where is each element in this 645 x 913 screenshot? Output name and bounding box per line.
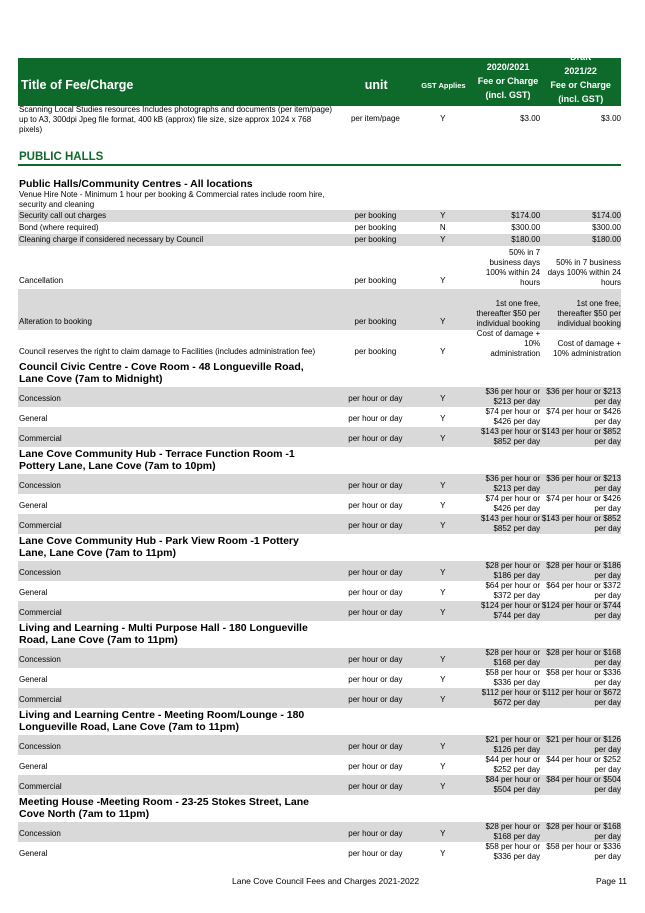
fee-2021: 1st one free, thereafter $50 per individual booking	[557, 299, 621, 328]
fee-2021: $28 per hour or $168 per day	[546, 821, 621, 841]
fee-2020: $84 per hour or $504 per day	[485, 774, 541, 794]
table-row	[18, 427, 621, 447]
fee-unit: per hour or day	[348, 848, 403, 858]
fee-2021: $124 per hour or $744 per day	[541, 600, 621, 620]
fee-2021: $112 per hour or $672 per day	[542, 687, 621, 707]
fee-unit: per hour or day	[348, 433, 403, 443]
group-note: Venue Hire Note - Minimum 1 hour per booking & Commercial rates include room hire, security and cleaning	[19, 190, 325, 209]
fee-name: Concession	[19, 393, 61, 403]
fee-unit: per hour or day	[348, 393, 403, 403]
fee-name: Council reserves the right to claim damage to Facilities (includes administration fee)	[19, 347, 316, 356]
venue-title: Living and Learning Centre - Meeting Room/Lounge - 180 Longueville Road, Lane Cove (7am to 11pm)	[19, 709, 305, 733]
table-row	[18, 330, 621, 360]
table-row	[18, 822, 621, 842]
fee-2020: $300.00	[511, 223, 541, 232]
fee-gst: Y	[440, 654, 446, 664]
fee-gst: N	[439, 223, 446, 232]
fee-gst: Y	[440, 520, 446, 530]
fee-name: Concession	[19, 567, 61, 577]
fee-unit: per hour or day	[348, 654, 403, 664]
table-row	[18, 688, 621, 708]
fee-2021: $28 per hour or $186 per day	[546, 560, 621, 580]
fee-2020: 1st one free, thereafter $50 per individual booking	[476, 299, 541, 328]
fee-2020: $36 per hour or $213 per day	[485, 473, 541, 493]
fee-2021: $300.00	[592, 223, 621, 232]
fee-name: General	[19, 761, 48, 771]
table-header	[18, 52, 621, 106]
fee-name: Commercial	[19, 607, 62, 617]
fee-2020: $58 per hour or $336 per day	[485, 841, 541, 861]
fee-gst: Y	[440, 235, 446, 244]
fee-unit: per hour or day	[348, 761, 403, 771]
table-row	[18, 407, 621, 427]
fee-unit: per hour or day	[348, 520, 403, 530]
header-unit: unit	[364, 78, 388, 92]
fee-gst: Y	[440, 828, 446, 838]
fee-gst: Y	[440, 587, 446, 597]
table-row	[18, 514, 621, 534]
fee-name: Scanning Local Studies resources Includes photographs and documents (per item/page) up to A3, 300dpi Jpeg file format, 400 kB (approx) file size, size approx 1024 x 768 pixels)	[19, 105, 333, 134]
table-row	[18, 210, 621, 222]
fee-gst: Y	[440, 761, 446, 771]
fee-2021: $28 per hour or $168 per day	[546, 647, 621, 667]
fee-name: Security call out charges	[19, 211, 107, 220]
fee-unit: per hour or day	[348, 607, 403, 617]
fee-unit: per booking	[354, 211, 397, 220]
fee-2021: $64 per hour or $372 per day	[546, 580, 621, 600]
fee-unit: per hour or day	[348, 828, 403, 838]
section-title: PUBLIC HALLS	[18, 149, 621, 166]
fee-unit: per hour or day	[348, 413, 403, 423]
fee-2021: $36 per hour or $213 per day	[546, 386, 621, 406]
fee-2020: Cost of damage + 10% administration	[476, 329, 541, 358]
header-fee-2020: 2020/2021 Fee or Charge (incl. GST)	[477, 62, 539, 100]
fee-unit: per hour or day	[348, 500, 403, 510]
fee-2021: $3.00	[600, 114, 621, 123]
table-row	[18, 387, 621, 407]
venue-title: Council Civic Centre - Cove Room - 48 Longueville Road, Lane Cove (7am to Midnight)	[19, 361, 304, 385]
fee-gst: Y	[440, 317, 446, 326]
fee-unit: per hour or day	[348, 567, 403, 577]
fee-name: Concession	[19, 741, 61, 751]
fee-2021: 50% in 7 business days 100% within 24 hours	[547, 258, 621, 287]
table-row	[18, 842, 621, 862]
table-row	[18, 561, 621, 581]
fee-2020: $180.00	[511, 235, 541, 244]
fee-gst: Y	[440, 741, 446, 751]
fee-name: Commercial	[19, 433, 62, 443]
fee-unit: per hour or day	[348, 674, 403, 684]
fee-name: Cleaning charge if considered necessary by Council	[19, 235, 204, 244]
fee-name: General	[19, 848, 48, 858]
fee-2021: $58 per hour or $336 per day	[546, 841, 621, 861]
table-row	[18, 755, 621, 775]
fee-gst: Y	[440, 607, 446, 617]
fee-2020: $112 per hour or $672 per day	[481, 687, 541, 707]
fee-2020: $124 per hour or $744 per day	[480, 600, 541, 620]
fee-unit: per hour or day	[348, 741, 403, 751]
fee-name: Commercial	[19, 694, 62, 704]
venue-title: Meeting House -Meeting Room - 23-25 Stokes Street, Lane Cove North (7am to 11pm)	[19, 796, 309, 820]
fee-2021: $143 per hour or $852 per day	[541, 513, 621, 533]
table-row	[18, 106, 621, 136]
table-row	[18, 735, 621, 755]
table-row	[18, 474, 621, 494]
fee-unit: per booking	[354, 347, 397, 356]
table-row	[18, 222, 621, 234]
fee-unit: per item/page	[350, 114, 400, 123]
table-row	[18, 648, 621, 668]
fee-2020: $28 per hour or $186 per day	[485, 560, 541, 580]
table-row	[18, 601, 621, 621]
venue-title: Lane Cove Community Hub - Terrace Function Room -1 Pottery Lane, Lane Cove (7am to 10pm)	[19, 448, 295, 472]
fee-name: General	[19, 500, 48, 510]
fee-2020: $36 per hour or $213 per day	[485, 386, 541, 406]
table-row	[18, 581, 621, 601]
fee-2021: $36 per hour or $213 per day	[546, 473, 621, 493]
fee-unit: per hour or day	[348, 694, 403, 704]
fee-gst: Y	[440, 567, 446, 577]
group-title: Public Halls/Community Centres - All locations	[19, 178, 253, 190]
fee-gst: Y	[440, 781, 446, 791]
fee-unit: per hour or day	[348, 781, 403, 791]
fee-2020: 50% in 7 business days 100% within 24 hours	[485, 248, 541, 287]
fee-2020: $74 per hour or $426 per day	[485, 406, 541, 426]
table-row	[18, 289, 621, 330]
fee-name: Cancellation	[19, 276, 64, 285]
fee-gst: Y	[440, 114, 446, 123]
fee-gst: Y	[440, 694, 446, 704]
table-row	[18, 248, 621, 289]
fee-2020: $58 per hour or $336 per day	[485, 667, 541, 687]
fee-2020: $44 per hour or $252 per day	[485, 754, 541, 774]
fee-2020: $143 per hour or $852 per day	[480, 426, 541, 446]
fee-gst: Y	[440, 393, 446, 403]
header-fee-2021: Draft 2021/22 Fee or Charge (incl. GST)	[550, 52, 611, 104]
fee-name: General	[19, 587, 48, 597]
fee-name: Bond (where required)	[19, 223, 99, 232]
fee-name: General	[19, 413, 48, 423]
fee-2021: Cost of damage + 10% administration	[552, 339, 621, 358]
fee-gst: Y	[440, 347, 446, 356]
fee-2021: $180.00	[592, 235, 621, 244]
fee-name: Alteration to booking	[19, 317, 92, 326]
header-gst: GST Applies	[421, 81, 466, 90]
fee-2020: $64 per hour or $372 per day	[485, 580, 541, 600]
fee-2020: $21 per hour or $126 per day	[485, 734, 541, 754]
fee-unit: per booking	[354, 276, 397, 285]
fee-name: Concession	[19, 654, 61, 664]
fee-gst: Y	[440, 848, 446, 858]
fee-unit: per booking	[354, 317, 397, 326]
fee-2020: $143 per hour or $852 per day	[480, 513, 541, 533]
fee-gst: Y	[440, 433, 446, 443]
fee-2020: $28 per hour or $168 per day	[485, 821, 541, 841]
fee-2021: $174.00	[592, 211, 621, 220]
fee-name: Concession	[19, 480, 61, 490]
fee-gst: Y	[440, 500, 446, 510]
fee-name: Concession	[19, 828, 61, 838]
fee-2021: $58 per hour or $336 per day	[546, 667, 621, 687]
fee-2021: $74 per hour or $426 per day	[546, 406, 621, 426]
fee-gst: Y	[440, 211, 446, 220]
fee-name: General	[19, 674, 48, 684]
fee-2021: $44 per hour or $252 per day	[546, 754, 621, 774]
fee-gst: Y	[440, 413, 446, 423]
fee-2020: $174.00	[511, 211, 541, 220]
fees-table	[18, 52, 621, 862]
fee-2020: $28 per hour or $168 per day	[485, 647, 541, 667]
fee-2020: $3.00	[520, 114, 541, 123]
fee-gst: Y	[440, 674, 446, 684]
fee-unit: per hour or day	[348, 587, 403, 597]
fee-2021: $74 per hour or $426 per day	[546, 493, 621, 513]
table-row	[18, 668, 621, 688]
table-row	[18, 494, 621, 514]
fee-2021: $143 per hour or $852 per day	[541, 426, 621, 446]
venue-title: Lane Cove Community Hub - Park View Room -1 Pottery Lane, Lane Cove (7am to 11pm)	[19, 535, 299, 559]
venue-title: Living and Learning - Multi Purpose Hall - 180 Longueville Road, Lane Cove (7am to 11pm)	[19, 622, 308, 646]
fee-gst: Y	[440, 276, 446, 285]
table-row	[18, 775, 621, 795]
fee-unit: per booking	[354, 235, 397, 244]
fee-2020: $74 per hour or $426 per day	[485, 493, 541, 513]
page-number: Page 11	[596, 876, 628, 886]
fee-name: Commercial	[19, 781, 62, 791]
table-row	[18, 234, 621, 246]
fee-unit: per booking	[354, 223, 397, 232]
fee-2021: $84 per hour or $504 per day	[546, 774, 621, 794]
fee-2021: $21 per hour or $126 per day	[546, 734, 621, 754]
fee-unit: per hour or day	[348, 480, 403, 490]
fee-gst: Y	[440, 480, 446, 490]
footer-text: Lane Cove Council Fees and Charges 2021-2022	[232, 876, 420, 886]
header-title: Title of Fee/Charge	[21, 78, 134, 92]
fee-name: Commercial	[19, 520, 62, 530]
